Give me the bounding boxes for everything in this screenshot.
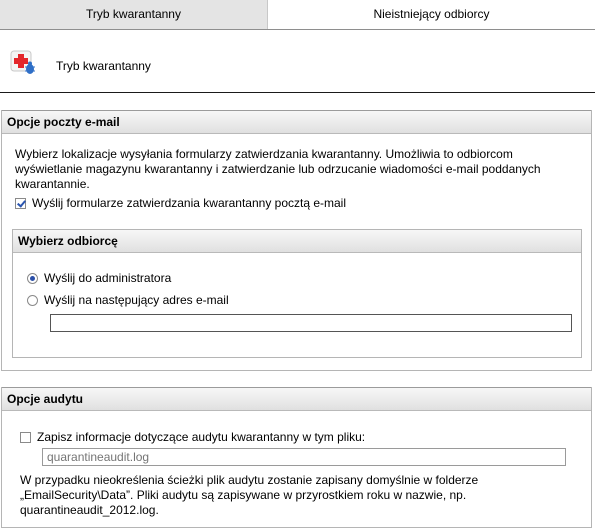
audit-options-heading: Opcje audytu [2, 387, 591, 411]
radio-send-to-address[interactable] [27, 295, 38, 306]
page-title: Tryb kwarantanny [56, 59, 151, 73]
send-forms-label: Wyślij formularze zatwierdzania kwarantanny pocztą e-mail [32, 196, 347, 210]
save-audit-checkbox[interactable] [20, 432, 31, 443]
audit-note: W przypadku nieokreślenia ścieżki plik audytu zostanie zapisany domyślnie w folderze „EmailSecurity\Data”. Pliki audytu są zapisywane w przyrostkiem roku w nazwie, np. quarantineaudit_2012.log. [20, 473, 479, 517]
tab-quarantine-mode[interactable]: Tryb kwarantanny [0, 0, 268, 29]
recipient-subsection [12, 229, 582, 358]
save-audit-row[interactable] [20, 430, 365, 444]
send-forms-row[interactable] [15, 196, 346, 210]
radio-send-to-admin-label: Wyślij do administratora [44, 271, 172, 285]
recipient-email-input[interactable] [50, 314, 572, 332]
radio-row-admin[interactable] [27, 271, 171, 285]
send-forms-checkbox[interactable] [15, 198, 26, 209]
radio-row-address[interactable] [27, 293, 229, 307]
page-header [0, 30, 595, 93]
email-options-section [1, 110, 592, 371]
audit-options-section [1, 387, 592, 528]
audit-file-input[interactable] [42, 448, 566, 466]
tab-nonexistent-recipients[interactable]: Nieistniejący odbiorcy [268, 0, 595, 29]
email-options-description: Wybierz lokalizacje wysyłania formularzy zatwierdzania kwarantanny. Umożliwia to odbiorcom wyświetlanie magazynu kwarantanny i zatwierdzanie lub odrzucanie wiadomości e-mail poddanych kwarantannie. [15, 147, 541, 191]
radio-send-to-admin[interactable] [27, 273, 38, 284]
recipient-heading: Wybierz odbiorcę [13, 230, 581, 253]
radio-send-to-address-label: Wyślij na następujący adres e-mail [44, 293, 229, 307]
email-options-heading: Opcje poczty e-mail [2, 110, 591, 134]
save-audit-label: Zapisz informacje dotyczące audytu kwarantanny w tym pliku: [37, 430, 366, 444]
quarantine-cross-bug-icon [9, 48, 37, 76]
tab-bar [0, 0, 595, 30]
